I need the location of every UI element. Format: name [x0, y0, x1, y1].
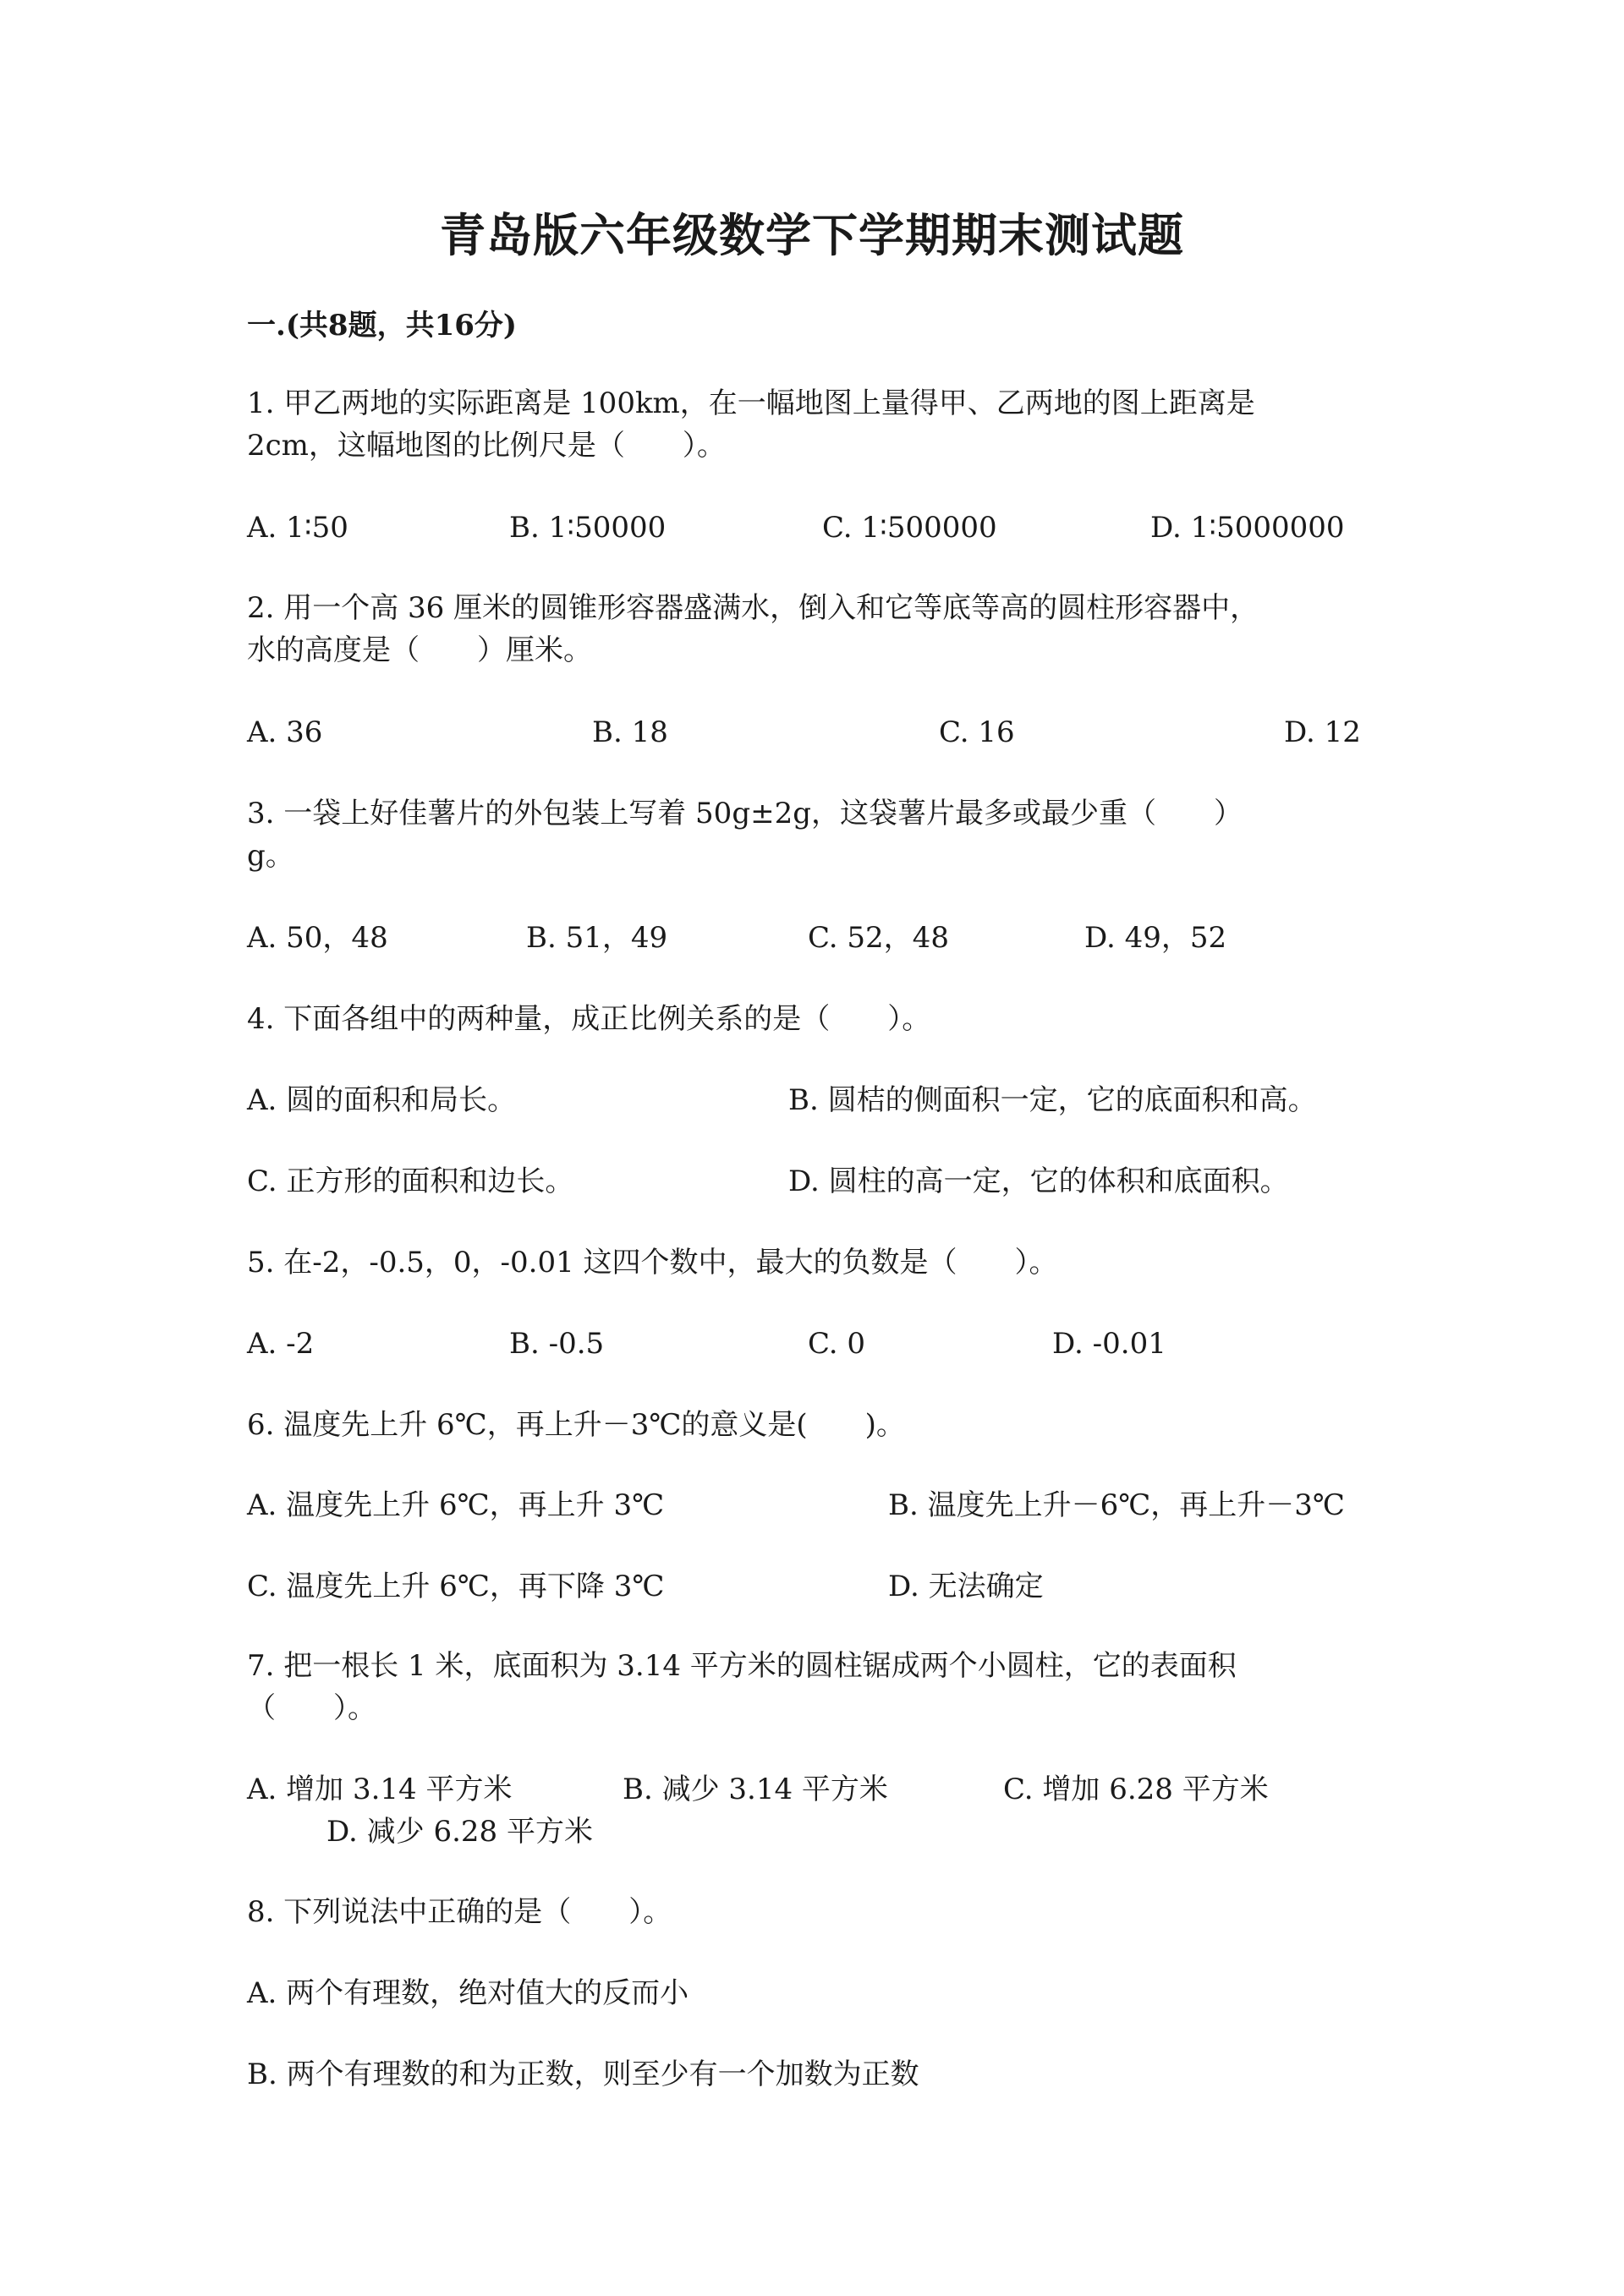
question-7-option-b: B. 减少 3.14 平方米: [623, 1773, 888, 1806]
question-3-option-d: D. 49，52: [1084, 921, 1227, 955]
question-8-option-a: A. 两个有理数，绝对值大的反而小: [247, 1976, 689, 2010]
question-5-line-1: 5. 在-2，-0.5，0，-0.01 这四个数中，最大的负数是（ ）。: [247, 1246, 1058, 1280]
question-4-option-a: A. 圆的面积和局长。: [247, 1083, 517, 1117]
page-title: 青岛版六年级数学下学期期末测试题: [440, 208, 1184, 262]
question-2-option-b: B. 18: [592, 715, 668, 749]
question-1-line-1: 1. 甲乙两地的实际距离是 100km，在一幅地图上量得甲、乙两地的图上距离是: [247, 386, 1255, 420]
question-1-option-a: A. 1∶50: [247, 511, 348, 545]
question-3-option-c: C. 52，48: [808, 921, 949, 955]
question-5-option-b: B. -0.5: [509, 1327, 605, 1361]
question-1-line-2: 2cm，这幅地图的比例尺是（ ）。: [247, 429, 726, 463]
question-6-option-d: D. 无法确定: [888, 1570, 1044, 1603]
question-5-option-c: C. 0: [808, 1327, 866, 1361]
question-6-option-c: C. 温度先上升 6℃，再下降 3℃: [247, 1570, 665, 1603]
question-6-option-a: A. 温度先上升 6℃，再上升 3℃: [247, 1488, 665, 1522]
question-7-line-1: 7. 把一根长 1 米，底面积为 3.14 平方米的圆柱锯成两个小圆柱，它的表面积: [247, 1649, 1237, 1683]
question-2-line-2: 水的高度是（ ）厘米。: [247, 633, 592, 667]
question-2-option-d: D. 12: [1284, 715, 1361, 749]
section-header: 一.(共8题，共16分): [247, 309, 517, 342]
question-7-option-c: C. 增加 6.28 平方米: [1003, 1773, 1269, 1806]
question-2-option-c: C. 16: [939, 715, 1015, 749]
question-2-option-a: A. 36: [247, 715, 323, 749]
question-4-line-1: 4. 下面各组中的两种量，成正比例关系的是（ ）。: [247, 1002, 931, 1036]
question-6-option-b: B. 温度先上升－6℃，再上升－3℃: [888, 1488, 1345, 1522]
question-4-option-c: C. 正方形的面积和边长。: [247, 1164, 574, 1198]
question-2-line-1: 2. 用一个高 36 厘米的圆锥形容器盛满水，倒入和它等底等高的圆柱形容器中，: [247, 591, 1259, 625]
question-3-option-b: B. 51，49: [526, 921, 668, 955]
question-3-line-2: g。: [247, 839, 294, 873]
question-1-option-b: B. 1∶50000: [509, 511, 667, 545]
question-5-option-d: D. -0.01: [1052, 1327, 1166, 1361]
question-6-line-1: 6. 温度先上升 6℃，再上升－3℃的意义是( )。: [247, 1408, 905, 1442]
question-8-option-b: B. 两个有理数的和为正数，则至少有一个加数为正数: [247, 2058, 919, 2091]
question-5-option-a: A. -2: [247, 1327, 315, 1361]
question-3-line-1: 3. 一袋上好佳薯片的外包装上写着 50g±2g，这袋薯片最多或最少重（ ）: [247, 797, 1243, 830]
question-4-option-d: D. 圆柱的高一定，它的体积和底面积。: [788, 1164, 1289, 1198]
question-7-option-d: D. 减少 6.28 平方米: [326, 1815, 593, 1849]
question-7-option-a: A. 增加 3.14 平方米: [247, 1773, 513, 1806]
question-1-option-c: C. 1∶500000: [822, 511, 997, 545]
question-7-line-2: （ ）。: [247, 1691, 376, 1725]
question-1-option-d: D. 1∶5000000: [1150, 511, 1345, 545]
question-4-option-b: B. 圆桔的侧面积一定，它的底面积和高。: [788, 1083, 1317, 1117]
question-3-option-a: A. 50，48: [247, 921, 388, 955]
question-8-line-1: 8. 下列说法中正确的是（ ）。: [247, 1895, 672, 1929]
